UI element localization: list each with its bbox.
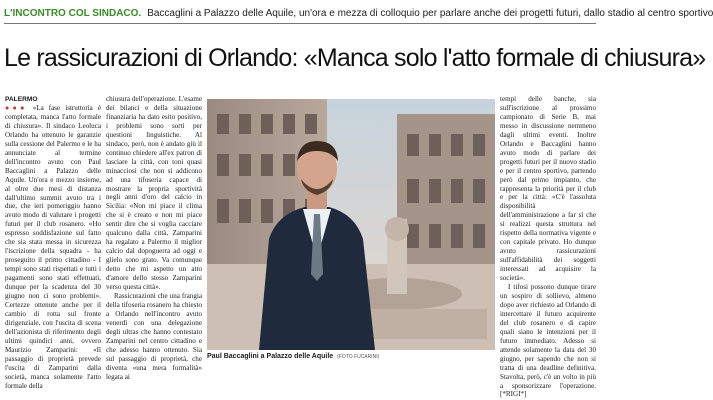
photo xyxy=(207,99,495,350)
article-column-2 xyxy=(106,95,202,395)
article-paragraph: chiusura dell'operazione. L'esame dei bilanci e della situazione finanziaria ha dato esito positivo, i problemi sono sorti per questioni linguistiche. Al sindaco, però, non è andato giù il continuo chiedere all'ex patron di lasciare la città, con toni quasi minacciosi che non si addicono ad una tifoseria capace di mostrare la propria sportività negli anni d'oro del calcio in Sicilia: «Non mi piace il clima che si è creato e non mi piace sentir dire che si voglia cacciare qualcuno dalla città, Zamparini ha regalato a Palermo il miglior calcio dal dopoguerra ad oggi e glielo sono grato. Va comunque detto che mi aspetto un atto d'amore dello stesso Zamparini verso questa città». xyxy=(106,95,202,292)
headline: Le rassicurazioni di Orlando: «Manca solo l'atto formale di chiusura» xyxy=(4,44,706,72)
dateline: PALERMO xyxy=(5,96,38,103)
palazzo-photo xyxy=(207,99,495,350)
kicker-subtitle: Baccaglini a Palazzo delle Aquile, un'ora e mezza di colloquio per parlare anche dei progetti futuri, dallo stadio al centro sportivo xyxy=(147,8,713,19)
caption-credit: (FOTO FUCARINI) xyxy=(337,354,380,360)
article-column-1 xyxy=(5,95,101,395)
kicker-line xyxy=(4,6,713,22)
photo-caption xyxy=(207,352,495,362)
article-paragraph: I tifosi possono dunque tirare un sospiro di sollievo, almeno dopo aver richiesto ad Orlando di intercettare il futuro acquirente del club rosanero e di capire quali siano le intenzioni per il futuro immediato. Adesso si attende solamente la data del 30 giugno, per sapendo che non si tratta di una deadline definitiva. Stavolta, però, c'è un volto in più a sponsorizzare l'operazione. [*RIGI*] xyxy=(500,283,596,399)
caption-text: Paul Baccaglini a Palazzo delle Aquile xyxy=(207,353,334,360)
kicker-rule xyxy=(4,23,596,24)
article-paragraph: ●●● «La fase istruttoria è completata, manca l'atto formale di chiusura». Il sindaco Leoluca Orlando ha ottenuto le garanzie sulla cessione del Palermo e le ha annunciate al termine dell'incontro avuto con Paul Baccaglini a Palazzo delle Aquile. Un'ora e mezzo insieme, al oltre due mesi di distanza dall'ultimo summit avuto tra i due, che ieri pomeriggio hanno avuto modo di valutare i progetti futuri per il club rosanero. «Ho espresso soddisfazione sul fatto che sia stata messa in sicurezza l'iscrizione della squadra - ha proseguito il primo cittadino - I tempi sono stati rispettati e tutti i pagamenti sono stati effettuati, dunque per la scadenza del 30 giugno non ci sono problemi». Certezze ottenute anche per il cambio di rotta sul fronte dirigenziale, con l'uscita di scena dell'azionista di riferimento degli ultimi quindici anni, ovvero Maurizio Zamparini: «Il passaggio di proprietà prevede l'uscita di Zamparini dalla società, manca solamente l'atto formale della xyxy=(5,104,101,390)
article-paragraph: tempi delle banche, sia sull'iscrizione al prossimo campionato di Serie B, mai messo in discussione nemmeno dagli ultimi eventi. Inoltre Orlando e Baccaglini hanno avuto modo di parlare dei progetti futuri per il nuovo stadio e per il centro sportivo, partendo però dal primo impianto, che rappresenta la priorità per il club e per la città: «C'è l'assoluta disponibilità dell'amministrazione a far sì che si realizzi questa struttura nel rispetto della normativa vigente e con capitale privato. Ho dunque avuto rassicurazioni sull'affidabilità dei soggetti interessati ad acquisire la società». xyxy=(500,95,596,283)
article-paragraph: Rassicurazioni che una frangia della tifoseria rosanero ha chiesto a Orlando nell'incontro avuto venerdì con una delegazione degli ultras che hanno contestato Zamparini nel centro cittadino e che adesso hanno ottenuto. Sia sul passaggio di proprietà, che diventa «una mera formalità» legata ai xyxy=(106,291,202,381)
bullet-dots-icon: ●●● xyxy=(5,104,28,112)
article-column-3 xyxy=(500,95,596,399)
kicker-tag: L'INCONTRO COL SINDACO. xyxy=(4,8,142,19)
